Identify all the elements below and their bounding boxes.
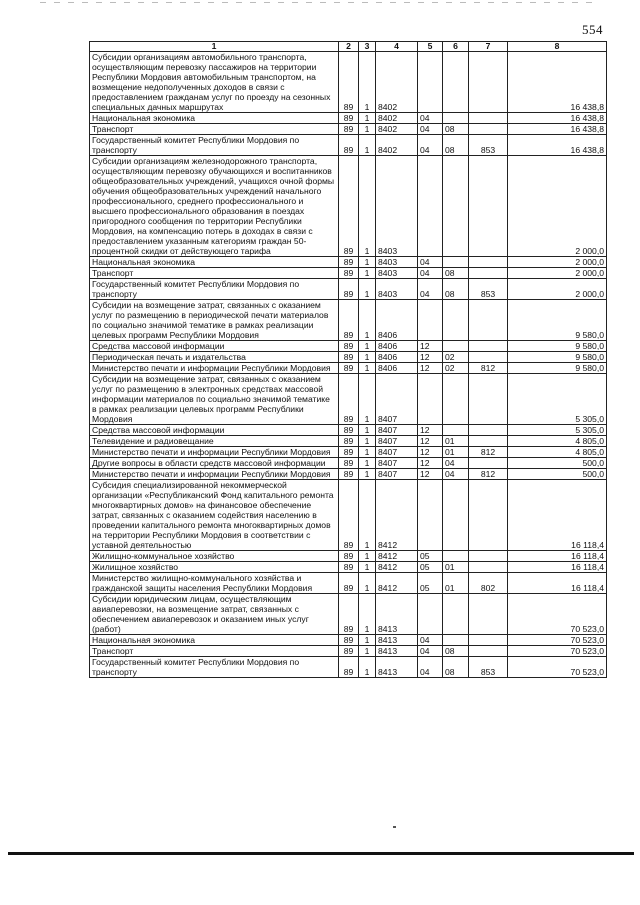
code-c2: 89 (339, 374, 359, 425)
row-name: Транспорт (90, 646, 339, 657)
page-number: 554 (582, 22, 603, 37)
code-c2: 89 (339, 447, 359, 458)
code-c2: 89 (339, 52, 359, 113)
code-c7: 853 (469, 657, 508, 678)
table-row (90, 594, 607, 635)
amount-cell: 16 438,8 (508, 135, 607, 156)
code-c4: 8412 (376, 562, 418, 573)
code-c7: 802 (469, 573, 508, 594)
column-header-6: 6 (443, 42, 469, 52)
code-c5: 12 (418, 425, 443, 436)
code-c7 (469, 52, 508, 113)
amount-cell: 9 580,0 (508, 341, 607, 352)
table-row (90, 341, 607, 352)
code-c5: 12 (418, 469, 443, 480)
code-c5: 04 (418, 135, 443, 156)
row-name: Транспорт (90, 124, 339, 135)
code-c6: 08 (443, 279, 469, 300)
code-c6: 04 (443, 458, 469, 469)
table-header-row (90, 42, 607, 52)
code-c5: 04 (418, 268, 443, 279)
amount-cell: 4 805,0 (508, 436, 607, 447)
code-c3: 1 (359, 341, 376, 352)
code-c5: 12 (418, 363, 443, 374)
code-c2: 89 (339, 341, 359, 352)
row-name: Периодическая печать и издательства (90, 352, 339, 363)
code-c5: 04 (418, 113, 443, 124)
code-c7 (469, 436, 508, 447)
code-c5: 05 (418, 551, 443, 562)
table-row (90, 113, 607, 124)
code-c6 (443, 52, 469, 113)
table-row (90, 124, 607, 135)
row-name: Государственный комитет Республики Мордовия по транспорту (90, 279, 339, 300)
code-c2: 89 (339, 551, 359, 562)
row-name: Транспорт (90, 268, 339, 279)
column-header-4: 4 (376, 42, 418, 52)
code-c3: 1 (359, 352, 376, 363)
column-header-7: 7 (469, 42, 508, 52)
code-c6: 08 (443, 124, 469, 135)
amount-cell: 2 000,0 (508, 257, 607, 268)
code-c3: 1 (359, 257, 376, 268)
table-row (90, 436, 607, 447)
code-c4: 8406 (376, 363, 418, 374)
row-name: Национальная экономика (90, 635, 339, 646)
amount-cell: 70 523,0 (508, 635, 607, 646)
row-name: Жилищно-коммунальное хозяйство (90, 551, 339, 562)
table-row (90, 300, 607, 341)
code-c2: 89 (339, 363, 359, 374)
row-name: Другие вопросы в области средств массовой информации (90, 458, 339, 469)
amount-cell: 70 523,0 (508, 657, 607, 678)
code-c3: 1 (359, 635, 376, 646)
code-c7: 812 (469, 447, 508, 458)
code-c2: 89 (339, 300, 359, 341)
code-c2: 89 (339, 657, 359, 678)
code-c6: 08 (443, 135, 469, 156)
code-c4: 8403 (376, 156, 418, 257)
amount-cell: 16 438,8 (508, 113, 607, 124)
code-c3: 1 (359, 480, 376, 551)
code-c7: 853 (469, 135, 508, 156)
code-c7 (469, 257, 508, 268)
code-c3: 1 (359, 562, 376, 573)
code-c5: 12 (418, 447, 443, 458)
code-c7: 812 (469, 363, 508, 374)
code-c6 (443, 300, 469, 341)
amount-cell: 16 118,4 (508, 480, 607, 551)
code-c5: 12 (418, 436, 443, 447)
code-c6: 08 (443, 646, 469, 657)
code-c3: 1 (359, 551, 376, 562)
table-row (90, 573, 607, 594)
code-c3: 1 (359, 573, 376, 594)
code-c7 (469, 425, 508, 436)
code-c7: 812 (469, 469, 508, 480)
amount-cell: 9 580,0 (508, 300, 607, 341)
code-c4: 8413 (376, 657, 418, 678)
table-row (90, 480, 607, 551)
code-c4: 8407 (376, 469, 418, 480)
code-c6 (443, 257, 469, 268)
table-row (90, 657, 607, 678)
code-c2: 89 (339, 594, 359, 635)
table-row (90, 257, 607, 268)
code-c3: 1 (359, 469, 376, 480)
amount-cell: 5 305,0 (508, 374, 607, 425)
code-c5: 04 (418, 257, 443, 268)
code-c6: 01 (443, 447, 469, 458)
row-name: Субсидии на возмещение затрат, связанных с оказанием услуг по размещению в электронных средствах массовой информации материалов по социально значимой тематике в рамках реализации целевых программ Республики Мордовия (90, 374, 339, 425)
row-name: Средства массовой информации (90, 341, 339, 352)
code-c4: 8402 (376, 52, 418, 113)
table-row (90, 458, 607, 469)
table-row (90, 425, 607, 436)
code-c5: 04 (418, 635, 443, 646)
code-c3: 1 (359, 447, 376, 458)
row-name: Субсидии организациям железнодорожного транспорта, осуществляющим перевозку обучающихся и воспитанников общеобразовательных учреждений, учащихся очной формы обучения общеобразовательных учреждений начального профессионального, среднего профессионального и высшего профессионального образования в поездах пригородного сообщения по территории Республики Мордовия, на компенсацию потерь в доходах в связи с предоставлением указанным категориям граждан 50-процентной скидки от действующего тарифа (90, 156, 339, 257)
code-c5 (418, 156, 443, 257)
code-c6 (443, 341, 469, 352)
column-header-5: 5 (418, 42, 443, 52)
table-row (90, 352, 607, 363)
column-header-3: 3 (359, 42, 376, 52)
code-c2: 89 (339, 124, 359, 135)
code-c7 (469, 635, 508, 646)
code-c5: 12 (418, 458, 443, 469)
code-c6 (443, 425, 469, 436)
code-c2: 89 (339, 635, 359, 646)
code-c6 (443, 113, 469, 124)
code-c5 (418, 480, 443, 551)
code-c7 (469, 480, 508, 551)
code-c4: 8412 (376, 480, 418, 551)
column-header-8: 8 (508, 42, 607, 52)
code-c4: 8402 (376, 124, 418, 135)
amount-cell: 16 438,8 (508, 52, 607, 113)
row-name: Государственный комитет Республики Мордовия по транспорту (90, 135, 339, 156)
table-row (90, 156, 607, 257)
amount-cell: 70 523,0 (508, 646, 607, 657)
amount-cell: 500,0 (508, 469, 607, 480)
row-name: Министерство печати и информации Республики Мордовия (90, 469, 339, 480)
code-c2: 89 (339, 268, 359, 279)
row-name: Министерство печати и информации Республики Мордовия (90, 447, 339, 458)
code-c4: 8402 (376, 113, 418, 124)
code-c4: 8407 (376, 374, 418, 425)
column-header-2: 2 (339, 42, 359, 52)
code-c5 (418, 374, 443, 425)
code-c6 (443, 374, 469, 425)
amount-cell: 2 000,0 (508, 279, 607, 300)
code-c7: 853 (469, 279, 508, 300)
amount-cell: 2 000,0 (508, 268, 607, 279)
code-c4: 8407 (376, 458, 418, 469)
code-c7 (469, 374, 508, 425)
code-c5 (418, 300, 443, 341)
code-c4: 8402 (376, 135, 418, 156)
table-body (90, 52, 607, 678)
code-c4: 8406 (376, 341, 418, 352)
code-c7 (469, 300, 508, 341)
code-c4: 8406 (376, 300, 418, 341)
amount-cell: 16 118,4 (508, 573, 607, 594)
code-c5: 05 (418, 573, 443, 594)
amount-cell: 4 805,0 (508, 447, 607, 458)
code-c7 (469, 156, 508, 257)
table-row (90, 447, 607, 458)
code-c4: 8407 (376, 447, 418, 458)
code-c3: 1 (359, 425, 376, 436)
row-name: Субсидии организациям автомобильного транспорта, осуществляющим перевозку пассажиров на территории Республики Мордовия автомобильным транспортом, на возмещение недополученных доходов в связи с предоставлением гражданам услуг по проезду на сезонных специальных дачных маршрутах (90, 52, 339, 113)
bottom-rule (8, 852, 634, 855)
amount-cell: 16 118,4 (508, 551, 607, 562)
amount-cell: 16 118,4 (508, 562, 607, 573)
code-c4: 8413 (376, 635, 418, 646)
code-c4: 8403 (376, 257, 418, 268)
code-c2: 89 (339, 458, 359, 469)
budget-table (89, 41, 607, 678)
code-c4: 8407 (376, 436, 418, 447)
code-c4: 8406 (376, 352, 418, 363)
code-c2: 89 (339, 562, 359, 573)
code-c4: 8407 (376, 425, 418, 436)
table-row (90, 52, 607, 113)
code-c3: 1 (359, 156, 376, 257)
amount-cell: 500,0 (508, 458, 607, 469)
code-c3: 1 (359, 135, 376, 156)
code-c2: 89 (339, 257, 359, 268)
code-c6 (443, 480, 469, 551)
row-name: Министерство жилищно-коммунального хозяйства и гражданской защиты населения Республики Мордовия (90, 573, 339, 594)
row-name: Национальная экономика (90, 257, 339, 268)
table-row (90, 635, 607, 646)
code-c7 (469, 594, 508, 635)
code-c5: 12 (418, 352, 443, 363)
row-name: Государственный комитет Республики Мордовия по транспорту (90, 657, 339, 678)
code-c2: 89 (339, 425, 359, 436)
code-c2: 89 (339, 436, 359, 447)
code-c5 (418, 52, 443, 113)
table-row (90, 279, 607, 300)
code-c4: 8412 (376, 551, 418, 562)
code-c3: 1 (359, 594, 376, 635)
code-c3: 1 (359, 657, 376, 678)
code-c4: 8412 (376, 573, 418, 594)
column-header-1: 1 (90, 42, 339, 52)
code-c7 (469, 551, 508, 562)
code-c2: 89 (339, 573, 359, 594)
scan-artifact (393, 826, 396, 828)
code-c3: 1 (359, 124, 376, 135)
code-c2: 89 (339, 279, 359, 300)
code-c5: 04 (418, 657, 443, 678)
code-c2: 89 (339, 480, 359, 551)
table-row (90, 551, 607, 562)
code-c6: 01 (443, 436, 469, 447)
table-row (90, 469, 607, 480)
code-c5 (418, 594, 443, 635)
amount-cell: 9 580,0 (508, 352, 607, 363)
code-c5: 05 (418, 562, 443, 573)
code-c3: 1 (359, 646, 376, 657)
row-name: Субсидия специализированной некоммерческой организации «Республиканский Фонд капитального ремонта многоквартирных домов» на финансовое обеспечение затрат, связанных с оказанием содействия населению в проведении капитального ремонта многоквартирных домов на территории Республики Мордовия в соответствии с уставной деятельностью (90, 480, 339, 551)
code-c3: 1 (359, 300, 376, 341)
code-c6: 01 (443, 562, 469, 573)
code-c6: 01 (443, 573, 469, 594)
code-c4: 8413 (376, 594, 418, 635)
amount-cell: 16 438,8 (508, 124, 607, 135)
code-c7 (469, 646, 508, 657)
code-c6: 04 (443, 469, 469, 480)
code-c7 (469, 341, 508, 352)
code-c3: 1 (359, 113, 376, 124)
row-name: Телевидение и радиовещание (90, 436, 339, 447)
code-c7 (469, 562, 508, 573)
amount-cell: 2 000,0 (508, 156, 607, 257)
code-c5: 04 (418, 279, 443, 300)
amount-cell: 9 580,0 (508, 363, 607, 374)
code-c7 (469, 268, 508, 279)
code-c3: 1 (359, 436, 376, 447)
row-name: Министерство печати и информации Республики Мордовия (90, 363, 339, 374)
code-c2: 89 (339, 469, 359, 480)
code-c4: 8403 (376, 268, 418, 279)
scan-edge-line (40, 2, 600, 3)
code-c2: 89 (339, 113, 359, 124)
table-row (90, 135, 607, 156)
code-c7 (469, 113, 508, 124)
code-c6 (443, 551, 469, 562)
code-c2: 89 (339, 135, 359, 156)
code-c3: 1 (359, 268, 376, 279)
row-name: Жилищное хозяйство (90, 562, 339, 573)
code-c6: 08 (443, 268, 469, 279)
row-name: Национальная экономика (90, 113, 339, 124)
code-c5: 04 (418, 124, 443, 135)
code-c3: 1 (359, 279, 376, 300)
row-name: Средства массовой информации (90, 425, 339, 436)
code-c7 (469, 352, 508, 363)
code-c6 (443, 156, 469, 257)
code-c3: 1 (359, 363, 376, 374)
amount-cell: 70 523,0 (508, 594, 607, 635)
code-c3: 1 (359, 458, 376, 469)
code-c6: 02 (443, 363, 469, 374)
row-name: Субсидии на возмещение затрат, связанных с оказанием услуг по размещению в периодической печати материалов по социально значимой тематике в рамках реализации целевых программ Республики Мордовия (90, 300, 339, 341)
code-c4: 8403 (376, 279, 418, 300)
code-c6: 08 (443, 657, 469, 678)
code-c5: 12 (418, 341, 443, 352)
code-c2: 89 (339, 156, 359, 257)
code-c7 (469, 124, 508, 135)
table-row (90, 268, 607, 279)
code-c4: 8413 (376, 646, 418, 657)
code-c3: 1 (359, 52, 376, 113)
code-c3: 1 (359, 374, 376, 425)
table-row (90, 646, 607, 657)
row-name: Субсидии юридическим лицам, осуществляющим авиаперевозки, на возмещение затрат, связанных с обеспечением авиаперевозок и оказанием иных услуг (работ) (90, 594, 339, 635)
code-c6: 02 (443, 352, 469, 363)
code-c6 (443, 594, 469, 635)
code-c5: 04 (418, 646, 443, 657)
table-row (90, 363, 607, 374)
table-row (90, 562, 607, 573)
amount-cell: 5 305,0 (508, 425, 607, 436)
code-c7 (469, 458, 508, 469)
code-c6 (443, 635, 469, 646)
code-c2: 89 (339, 352, 359, 363)
table-row (90, 374, 607, 425)
code-c2: 89 (339, 646, 359, 657)
